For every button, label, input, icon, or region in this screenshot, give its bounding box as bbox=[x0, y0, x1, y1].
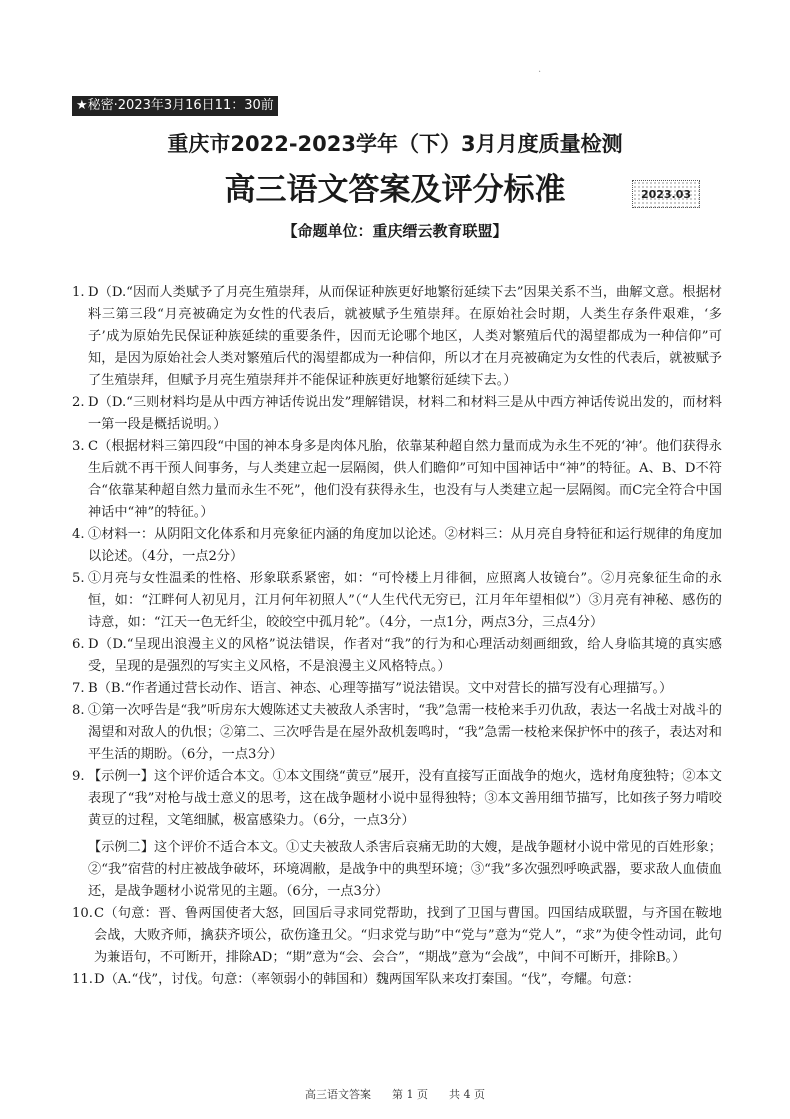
answer-item bbox=[72, 524, 722, 568]
answer-text: ①材料一：从阴阳文化体系和月亮象征内涵的角度加以论述。②材料三：从月亮自身特征和运行规律的角度加以论述。（4分，一点2分） bbox=[88, 527, 722, 564]
answer-item bbox=[72, 568, 722, 634]
exam-title: 重庆市2022-2023学年（下）3月月度质量检测 bbox=[167, 132, 623, 156]
answer-text: D（D.“三则材料均是从中西方神话传说出发”理解错误，材料二和材料三是从中西方神话传说出发的，而材料一第一段是概括说明。） bbox=[88, 395, 722, 432]
answer-number: 9. bbox=[72, 769, 85, 784]
answer-number: 4. bbox=[72, 527, 85, 542]
page-footer bbox=[0, 1086, 790, 1102]
answer-text: D（D.“呈现出浪漫主义的风格”说法错误，作者对“我”的行为和心理活动刻画细致，给人身临其境的真实感受，呈现的是强烈的写实主义风格，不是浪漫主义风格特点。） bbox=[88, 637, 722, 674]
answer-text: C（句意：晋、鲁两国使者大怒，回国后寻求同党帮助，找到了卫国与曹国。四国结成联盟，与齐国在鞍地会战，大败齐师，擒获齐顷公，砍伤逢丑父。“归求党与助”中“党与”意为“党人”，“求”为使令性动词，此句为兼语句，不可断开，排除AD；“期”意为“会、会合”，“期战”意为“会战”，中间不可断开，排除B。） bbox=[94, 906, 722, 965]
answer-number: 1. bbox=[72, 285, 85, 300]
answer-number: 11. bbox=[72, 972, 93, 987]
footer-subject: 高三语文答案 bbox=[305, 1088, 372, 1101]
answer-item bbox=[72, 969, 722, 991]
answer-text: D（D.“因而人类赋予了月亮生殖崇拜，从而保证种族更好地繁衍延续下去”因果关系不当，曲解文意。根据材料三第三段“月亮被确定为女性的代表后，就被赋予生殖崇拜。在原始社会时期，人类生存条件艰难，‘多子’成为原始先民保证种族延续的重要条件，因而无论哪个地区，人类对繁殖后代的渴望都成为一种信仰”可知，是因为原始社会人类对繁殖后代的渴望都成为一种信仰，所以才在月亮被确定为女性的代表后，就被赋予了生殖崇拜，但赋予月亮生殖崇拜并不能保证种族更好地繁衍延续下去。） bbox=[88, 285, 722, 388]
answer-text: ①第一次呼告是“我”听房东大嫂陈述丈夫被敌人杀害时，“我”急需一枝枪来手刃仇敌，表达一名战士对战斗的渴望和对敌人的仇恨；②第二、三次呼告是在屋外敌机轰鸣时，“我”急需一枝枪来保护怀中的孩子，表达对和平生活的期盼。（6分，一点3分） bbox=[88, 703, 722, 762]
answer-text: 【示例一】这个评价适合本文。①本文围绕“黄豆”展开，没有直接写正面战争的炮火，选材角度独特；②本文表现了“我”对枪与战士意义的思考，这在战争题材小说中显得独特；③本文善用细节描写，比如孩子努力啃咬黄豆的过程，文笔细腻，极富感染力。（6分，一点3分） bbox=[88, 769, 722, 828]
answer-number: 2. bbox=[72, 395, 85, 410]
answer-item bbox=[72, 634, 722, 678]
answer-number: 5. bbox=[72, 571, 85, 586]
footer-page-total: 共 4 页 bbox=[448, 1088, 485, 1101]
answer-number: 10. bbox=[72, 906, 93, 921]
answer-text: D（A.“伐”，讨伐。句意：（率领弱小的韩国和）魏两国军队来攻打秦国。“伐”，夸耀。句意： bbox=[94, 972, 640, 987]
top-dot-mark: . bbox=[538, 64, 542, 75]
secret-label: ★秘密·2023年3月16日11：30前 bbox=[72, 96, 278, 116]
answer-item bbox=[72, 766, 722, 832]
answer-item bbox=[72, 700, 722, 766]
answer-list bbox=[72, 282, 722, 991]
answer-number: 6. bbox=[72, 637, 85, 652]
answer-item bbox=[72, 436, 722, 524]
answer-item bbox=[72, 392, 722, 436]
answer-item bbox=[72, 282, 722, 392]
answer-number: 8. bbox=[72, 703, 85, 718]
answer-text: ①月亮与女性温柔的性格、形象联系紧密，如：“可怜楼上月徘徊，应照离人妆镜台”。②月亮象征生命的永恒，如：“江畔何人初见月，江月何年初照人”（“人生代代无穷已，江月年年望相似”）③月亮有神秘、感伤的诗意，如：“江天一色无纤尘，皎皎空中孤月轮”。（4分，一点1分，两点3分，三点4分） bbox=[88, 571, 722, 630]
issuing-unit: 【命题单位：重庆缙云教育联盟】 bbox=[282, 222, 508, 240]
answer-text: C（根据材料三第四段“中国的神本身多是肉体凡胎，依靠某种超自然力量而成为永生不死的‘神’。他们获得永生后就不再干预人间事务，与人类建立起一层隔阂，供人们瞻仰”可知中国神话中“神”的特征。A、B、D不符合“依靠某种超自然力量而永生不死”，他们没有获得永生，也没有与人类建立起一层隔阂。而C完全符合中国神话中“神”的特征。） bbox=[88, 439, 722, 520]
document-title: 高三语文答案及评分标准 bbox=[224, 172, 566, 208]
answer-text: B（B.“作者通过营长动作、语言、神态、心理等描写”说法错误。文中对营长的描写没有心理描写。） bbox=[88, 681, 673, 696]
date-stamp: 2023.03 bbox=[632, 180, 700, 208]
answer-item bbox=[72, 837, 722, 903]
footer-page-number: 第 1 页 bbox=[392, 1088, 428, 1101]
answer-text: 【示例二】这个评价不适合本文。①丈夫被敌人杀害后哀痛无助的大嫂，是战争题材小说中常见的百姓形象；②“我”宿营的村庄被战争破坏，环境凋敝，是战争中的典型环境；③“我”多次强烈呼唤武器，要求敌人血债血还，是战争题材小说常见的主题。（6分，一点3分） bbox=[88, 840, 722, 899]
answer-number: 3. bbox=[72, 439, 85, 454]
answer-item bbox=[72, 678, 722, 700]
answer-item bbox=[72, 903, 722, 969]
answer-number: 7. bbox=[72, 681, 85, 696]
